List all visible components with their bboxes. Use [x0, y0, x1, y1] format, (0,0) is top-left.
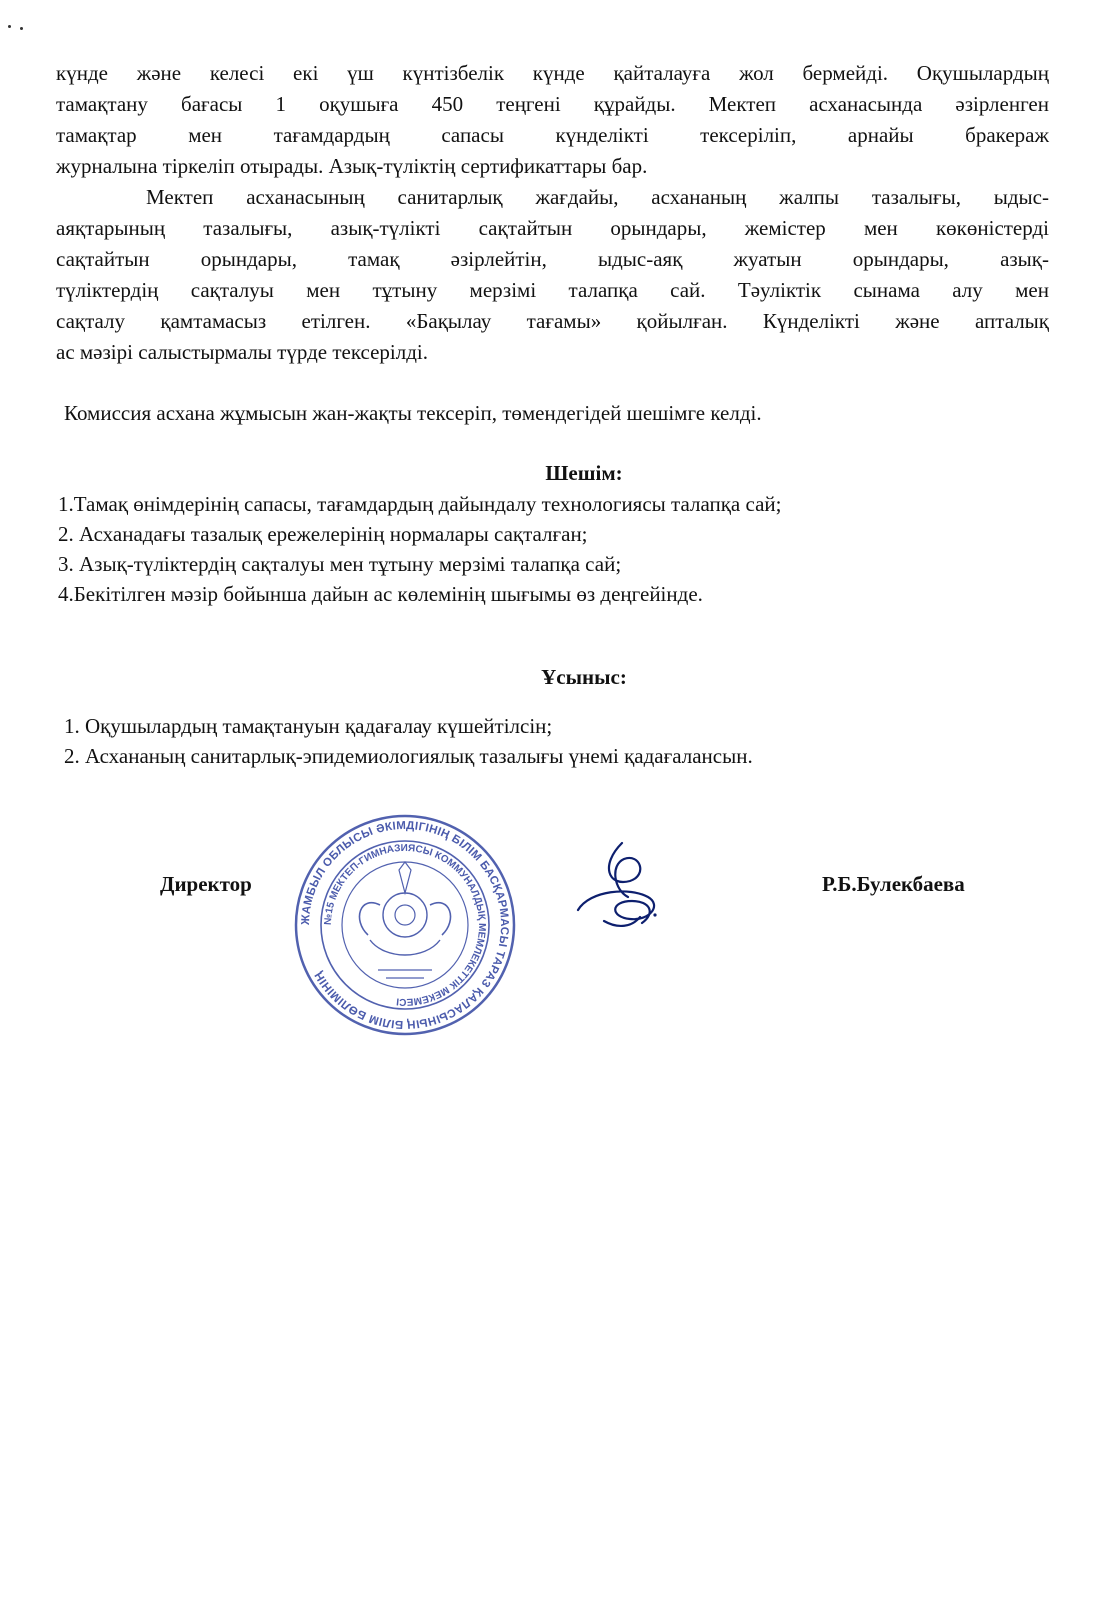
recommendation-list	[64, 711, 753, 771]
paragraph-line: күнде және келесі екі үш күнтізбелік күнде қайталауға жол бермейді. Оқушылардың	[56, 61, 1049, 85]
list-item: 1. Оқушылардың тамақтануын қадағалау күшейтілсін;	[64, 714, 553, 738]
official-stamp	[290, 810, 520, 1040]
paragraph-line: тамақтану бағасы 1 оқушыға 450 теңгені құрайды. Мектеп асханасында әзірленген	[56, 92, 1049, 116]
paragraph-line: түліктердің сақталуы мен тұтыну мерзімі талапқа сай. Тәуліктік сынама алу мен	[56, 278, 1049, 302]
paragraph-line: тамақтар мен тағамдардың сапасы күнделікті тексеріліп, арнайы бракераж	[56, 123, 1049, 147]
list-item: 3. Азық-түліктердің сақталуы мен тұтыну мерзімі талапқа сай;	[58, 552, 622, 576]
scan-speck	[20, 27, 23, 30]
stamp-inner-text: №15 МЕКТЕП-ГИМНАЗИЯСЫ КОММУНАЛДЫҚ МЕМЛЕКЕТТІК МЕКЕМЕСІ	[322, 842, 488, 1008]
signature-role: Директор	[160, 872, 252, 896]
intro-paragraph	[56, 58, 1049, 182]
sanitary-paragraph	[56, 182, 1049, 368]
paragraph-line: ас мәзірі салыстырмалы түрде тексерілді.	[56, 340, 428, 364]
paragraph-line: журналына тіркеліп отырады. Азық-түліктің сертификаттары бар.	[56, 154, 648, 178]
signature-name: Р.Б.Булекбаева	[822, 872, 965, 896]
stamp-outer-text: ЖАМБЫЛ ОБЛЫСЫ ӘКІМДІГІНІҢ БІЛІМ БАСҚАРМАСЫ ТАРАЗ ҚАЛАСЫНЫҢ БІЛІМ БӨЛІМІНІҢ	[299, 819, 511, 1031]
paragraph-line: сақтайтын орындары, тамақ әзірлейтін, ыдыс-аяқ жуатын орындары, азық-	[56, 247, 1049, 271]
recommendation-heading: Ұсыныс:	[541, 665, 627, 689]
paragraph-line: аяқтарының тазалығы, азық-түлікті сақтайтын орындары, жемістер мен көкөністерді	[56, 216, 1049, 240]
paragraph-line: сақталу қамтамасыз етілген. «Бақылау тағамы» қойылған. Күнделікті және апталық	[56, 309, 1049, 333]
list-item: 2. Асханадағы тазалық ережелерінің нормалары сақталған;	[58, 522, 588, 546]
paragraph-line: Мектеп асханасының санитарлық жағдайы, асхананың жалпы тазалығы, ыдыс-	[146, 185, 1049, 209]
commission-sentence: Комиссия асхана жұмысын жан-жақты тексеріп, төмендегідей шешімге келді.	[64, 401, 762, 425]
scan-speck	[8, 25, 11, 28]
list-item: 2. Асхананың санитарлық-эпидемиологиялық тазалығы үнемі қадағалансын.	[64, 744, 753, 768]
decision-list	[58, 489, 781, 609]
decision-heading: Шешім:	[545, 461, 623, 485]
list-item: 4.Бекітілген мәзір бойынша дайын ас көлемінің шығымы өз деңгейінде.	[58, 582, 703, 606]
list-item: 1.Тамақ өнімдерінің сапасы, тағамдардың дайындалу технологиясы талапқа сай;	[58, 492, 782, 516]
handwritten-signature	[570, 835, 690, 945]
